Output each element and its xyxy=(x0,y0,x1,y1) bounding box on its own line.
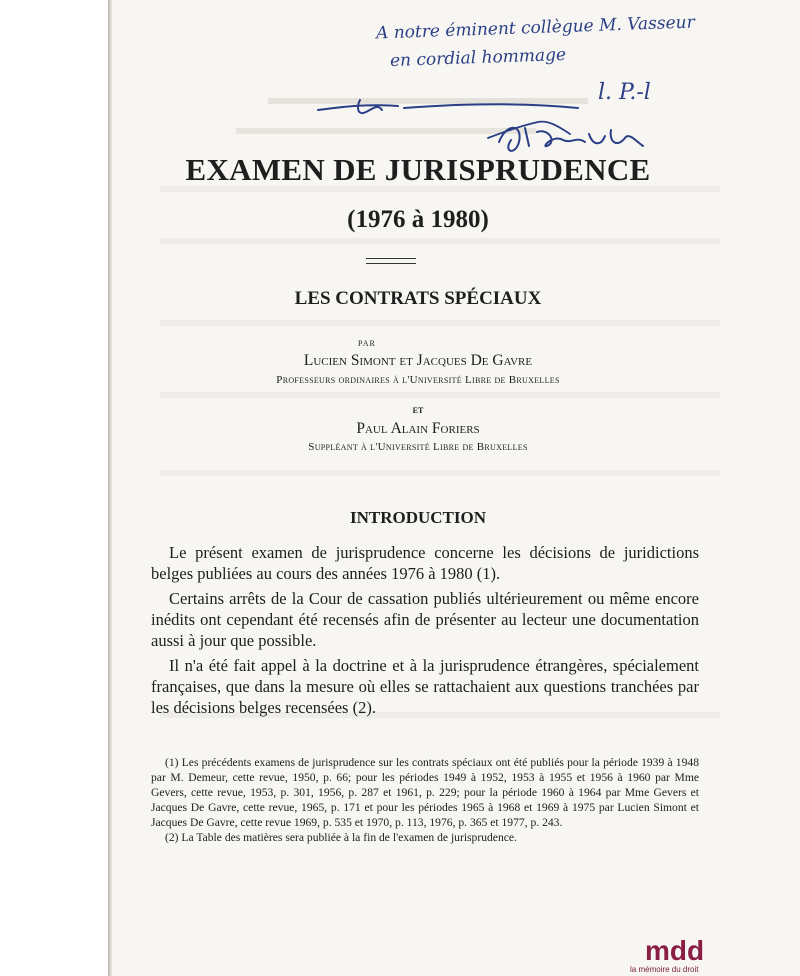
mdd-logo-tagline: la mémoire du droit xyxy=(630,965,699,974)
intro-paragraph: Le présent examen de jurisprudence concerne les décisions de juridictions belges publiées au cours des années 1976 à 1980 (1). xyxy=(151,543,699,583)
mdd-logo xyxy=(645,930,705,970)
introduction-heading: INTRODUCTION xyxy=(349,508,487,527)
section-title: LES CONTRATS SPÉCIAUX xyxy=(294,288,542,309)
affiliation-line-2: Suppléant à l'Université Libre de Bruxelles xyxy=(308,441,528,453)
double-rule-divider xyxy=(366,258,416,264)
introduction-body xyxy=(151,542,699,722)
intro-paragraph: Il n'a été fait appel à la doctrine et à la jurisprudence étrangères, spécialement françaises, que dans la mesure où elles se rattachaient aux questions tranchées par les décisions belges recensées (2). xyxy=(151,656,699,717)
and-label: et xyxy=(412,402,424,416)
page-sheet xyxy=(108,0,800,976)
signature-strokes-2 xyxy=(493,112,653,172)
authors-line-2: Paul Alain Foriers xyxy=(356,420,480,437)
handwritten-dedication-line-1: A notre éminent collègue M. Vasseur xyxy=(375,12,695,44)
affiliation-line-1: Professeurs ordinaires à l'Université Libre de Bruxelles xyxy=(276,374,560,386)
by-label: par xyxy=(358,335,376,349)
intro-paragraph: Certains arrêts de la Cour de cassation publiés ultérieurement ou même encore inédits ont cependant été recensés afin de présenter au lecteur une documentation aussi à jour que possible. xyxy=(151,589,699,650)
handwritten-dedication-line-2: en cordial hommage xyxy=(389,44,567,72)
footnote: (1) Les précédents examens de jurisprudence sur les contrats spéciaux ont été publiés pour la période 1939 à 1948 par M. Demeur, cette revue, 1950, p. 66; pour les périodes 1949 à 1952, 1953 à 1955 et 1956 à 1960 par Mme Gevers, cette revue, 1953, p. 301, 1956, p. 287 et 1961, p. 229; pour la période 1960 à 1964 par Mme Gevers et Jacques De Gavre, cette revue, 1965, p. 171 et pour les périodes 1965 à 1968 et 1969 à 1975 par Lucien Simont et Jacques De Gavre, cette revue 1969, p. 535 et 1970, p. 113, 1976, p. 365 et 1977, p. 243. xyxy=(151,756,699,829)
authors-line-1: Lucien Simont et Jacques De Gavre xyxy=(303,352,533,369)
footnotes xyxy=(151,755,699,845)
page-years: (1976 à 1980) xyxy=(347,206,489,233)
mdd-logo-text: mdd xyxy=(645,935,705,966)
handwritten-initials: l. P.-l xyxy=(598,80,651,105)
footnote: (2) La Table des matières sera publiée à la fin de l'examen de jurisprudence. xyxy=(165,831,517,844)
page-title: EXAMEN DE JURISPRUDENCE xyxy=(185,152,651,187)
